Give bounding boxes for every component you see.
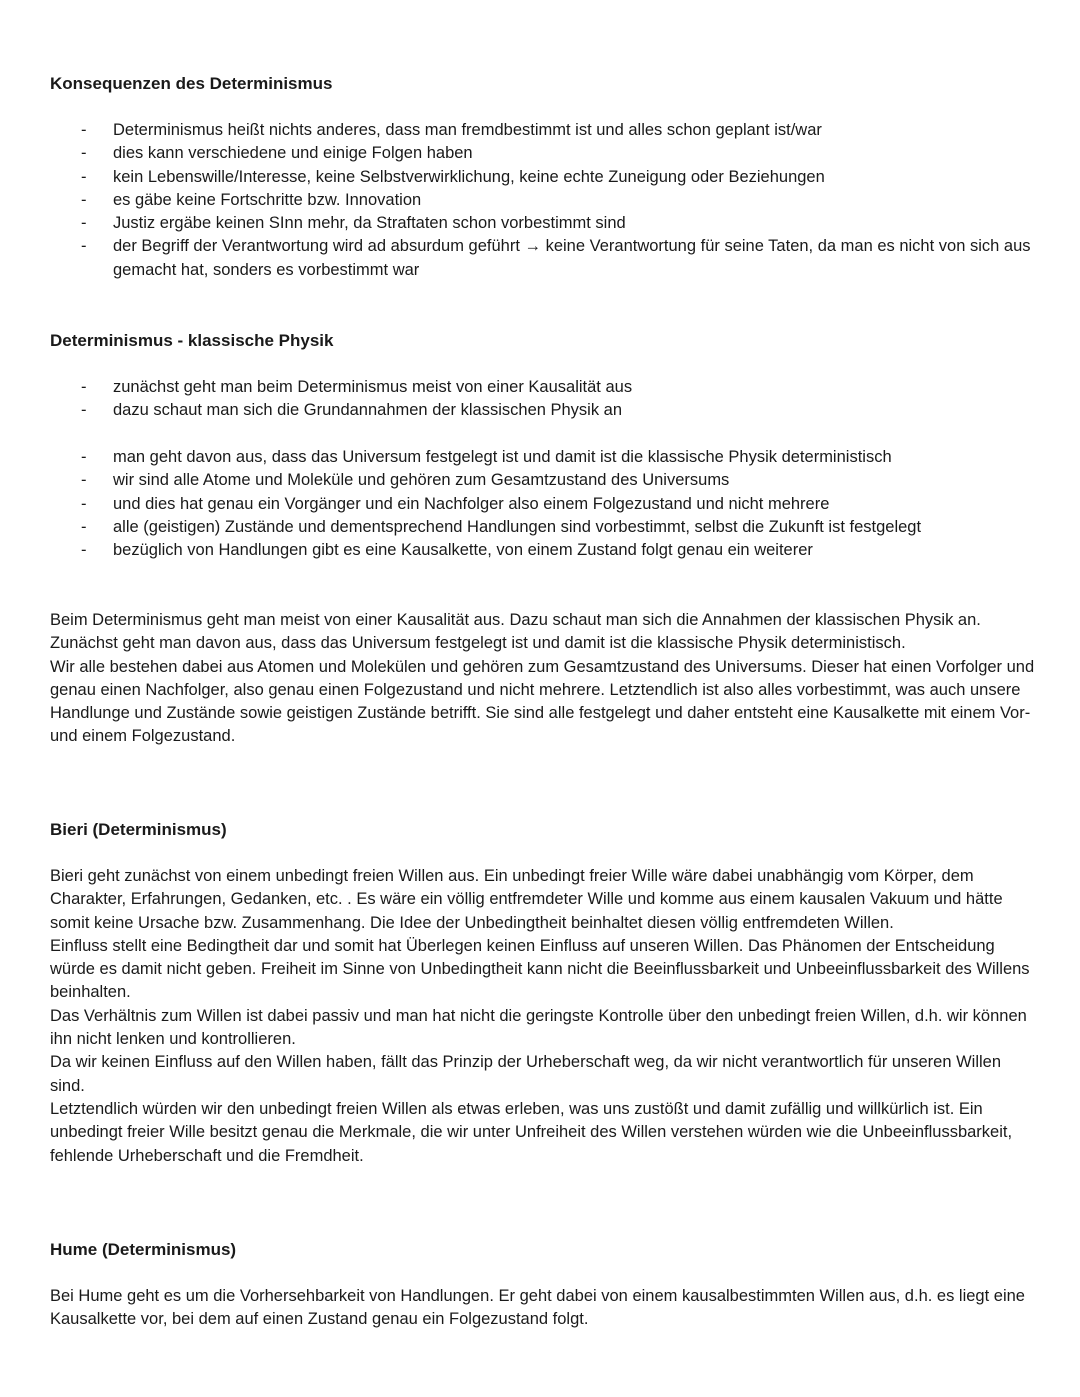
- dash-bullet: -: [81, 494, 87, 513]
- list-item: - zunächst geht man beim Determinismus meist von einer Kausalität aus: [50, 376, 1040, 399]
- paragraphs-hume: [50, 1285, 1040, 1332]
- list-konsequenzen: [50, 119, 1040, 282]
- list-item: - alle (geistigen) Zustände und dementsprechend Handlungen sind vorbestimmt, selbst die Zukunft ist festgelegt: [50, 516, 1040, 539]
- paragraph: Wir alle bestehen dabei aus Atomen und Molekülen und gehören zum Gesamtzustand des Universums. Dieser hat einen Vorfolger und genau einen Nachfolger, also genau einen Folgezustand und nicht mehrere. Letztendlich ist also alles vorbestimmt, was auch unsere Handlunge und Zustände sowie geistigen Zustände betrifft. Sie sind alle festgelegt und daher entsteht eine Kausalkette mit einem Vor- und einem Folgezustand.: [50, 657, 1035, 746]
- paragraphs-bieri: [50, 865, 1040, 1168]
- list-item: - kein Lebenswille/Interesse, keine Selbstverwirklichung, keine echte Zuneigung oder Beziehungen: [50, 166, 1040, 189]
- list-item: - dies kann verschiedene und einige Folgen haben: [50, 142, 1040, 165]
- dash-bullet: -: [81, 541, 87, 560]
- list-item: - wir sind alle Atome und Moleküle und gehören zum Gesamtzustand des Universums: [50, 469, 1040, 492]
- dash-bullet: -: [81, 190, 87, 209]
- list-item: - Determinismus heißt nichts anderes, dass man fremdbestimmt ist und alles schon geplant ist/war: [50, 119, 1040, 142]
- paragraph: Das Verhältnis zum Willen ist dabei passiv und man hat nicht die geringste Kontrolle über den unbedingt freien Willen, d.h. wir können ihn nicht lenken und kontrollieren.: [50, 1006, 1027, 1049]
- dash-bullet: -: [81, 121, 87, 139]
- paragraph: Da wir keinen Einfluss auf den Willen haben, fällt das Prinzip der Urheberschaft weg, da wir nicht verantwortlich für unseren Willen sind.: [50, 1053, 1002, 1095]
- list-item: - bezüglich von Handlungen gibt es eine Kausalkette, von einem Zustand folgt genau ein weiterer: [50, 539, 1040, 562]
- dash-bullet: -: [81, 448, 87, 466]
- heading-physik: Determinismus - klassische Physik: [50, 331, 334, 350]
- list-physik-a: [50, 376, 1040, 423]
- paragraph: Einfluss stellt eine Bedingtheit dar und somit hat Überlegen keinen Einfluss auf unseren Willen. Das Phänomen der Entscheidung würde es damit nicht geben. Freiheit im Sinne von Unbedingtheit kann nicht die Beeinflussbarkeit und Unbeeinflussbarkeit des Willens beinhalten.: [50, 936, 1030, 1002]
- dash-bullet: -: [81, 517, 87, 536]
- dash-bullet: -: [81, 378, 87, 396]
- dash-bullet: -: [81, 214, 87, 233]
- list-item: - man geht davon aus, dass das Universum festgelegt ist und damit ist die klassische Physik deterministisch: [50, 446, 1040, 469]
- paragraph: Beim Determinismus geht man meist von einer Kausalität aus. Dazu schaut man sich die Annahmen der klassischen Physik an.: [50, 611, 981, 629]
- paragraph: Bieri geht zunächst von einem unbedingt freien Willen aus. Ein unbedingt freier Wille wäre dabei unabhängig vom Körper, dem Charakter, Erfahrungen, Gedanken, etc. . Es wäre ein völlig entfremdeter Wille und komme aus einem kausalen Vakuum und hätte somit keine Ursache bzw. Zusammenhang. Die Idee der Unbedingtheit beinhaltet diesen völlig entfremdeten Willen.: [50, 867, 1003, 932]
- list-item: - und dies hat genau ein Vorgänger und ein Nachfolger also einem Folgezustand und nicht mehrere: [50, 493, 1040, 516]
- dash-bullet: -: [81, 471, 87, 490]
- dash-bullet: -: [81, 401, 87, 420]
- list-item: - Justiz ergäbe keinen SInn mehr, da Straftaten schon vorbestimmt sind: [50, 212, 1040, 235]
- paragraphs-physik: [50, 609, 1040, 749]
- list-physik-b: [50, 446, 1040, 562]
- paragraph: Bei Hume geht es um die Vorhersehbarkeit von Handlungen. Er geht dabei von einem kausalbestimmten Willen aus, d.h. es liegt eine Kausalkette vor, bei dem auf einen Zustand genau ein Folgezustand folgt.: [50, 1287, 1025, 1329]
- heading-konsequenzen: Konsequenzen des Determinismus: [50, 74, 333, 93]
- paragraph: Zunächst geht man davon aus, dass das Universum festgelegt ist und damit ist die klassische Physik deterministisch.: [50, 634, 906, 653]
- dash-bullet: -: [81, 144, 87, 163]
- dash-bullet: -: [81, 237, 87, 256]
- heading-hume: Hume (Determinismus): [50, 1240, 237, 1259]
- list-item: - dazu schaut man sich die Grundannahmen der klassischen Physik an: [50, 399, 1040, 422]
- paragraph: Letztendlich würden wir den unbedingt freien Willen als etwas erleben, was uns zustößt und damit zufällig und willkürlich ist. Ein unbedingt freier Wille besitzt genau die Merkmale, die wir unter Unfreiheit des Willen verstehen würden wie die Unbeeinflussbarkeit, fehlende Urheberschaft und die Fremdheit.: [50, 1099, 1013, 1165]
- heading-bieri: Bieri (Determinismus): [50, 820, 227, 839]
- list-item: - der Begriff der Verantwortung wird ad absurdum geführt → keine Verantwortung für seine Taten, da man es nicht von sich aus gemacht hat, sonders es vorbestimmt war: [81, 237, 1031, 279]
- list-item: - es gäbe keine Fortschritte bzw. Innovation: [50, 189, 1040, 212]
- dash-bullet: -: [81, 167, 87, 186]
